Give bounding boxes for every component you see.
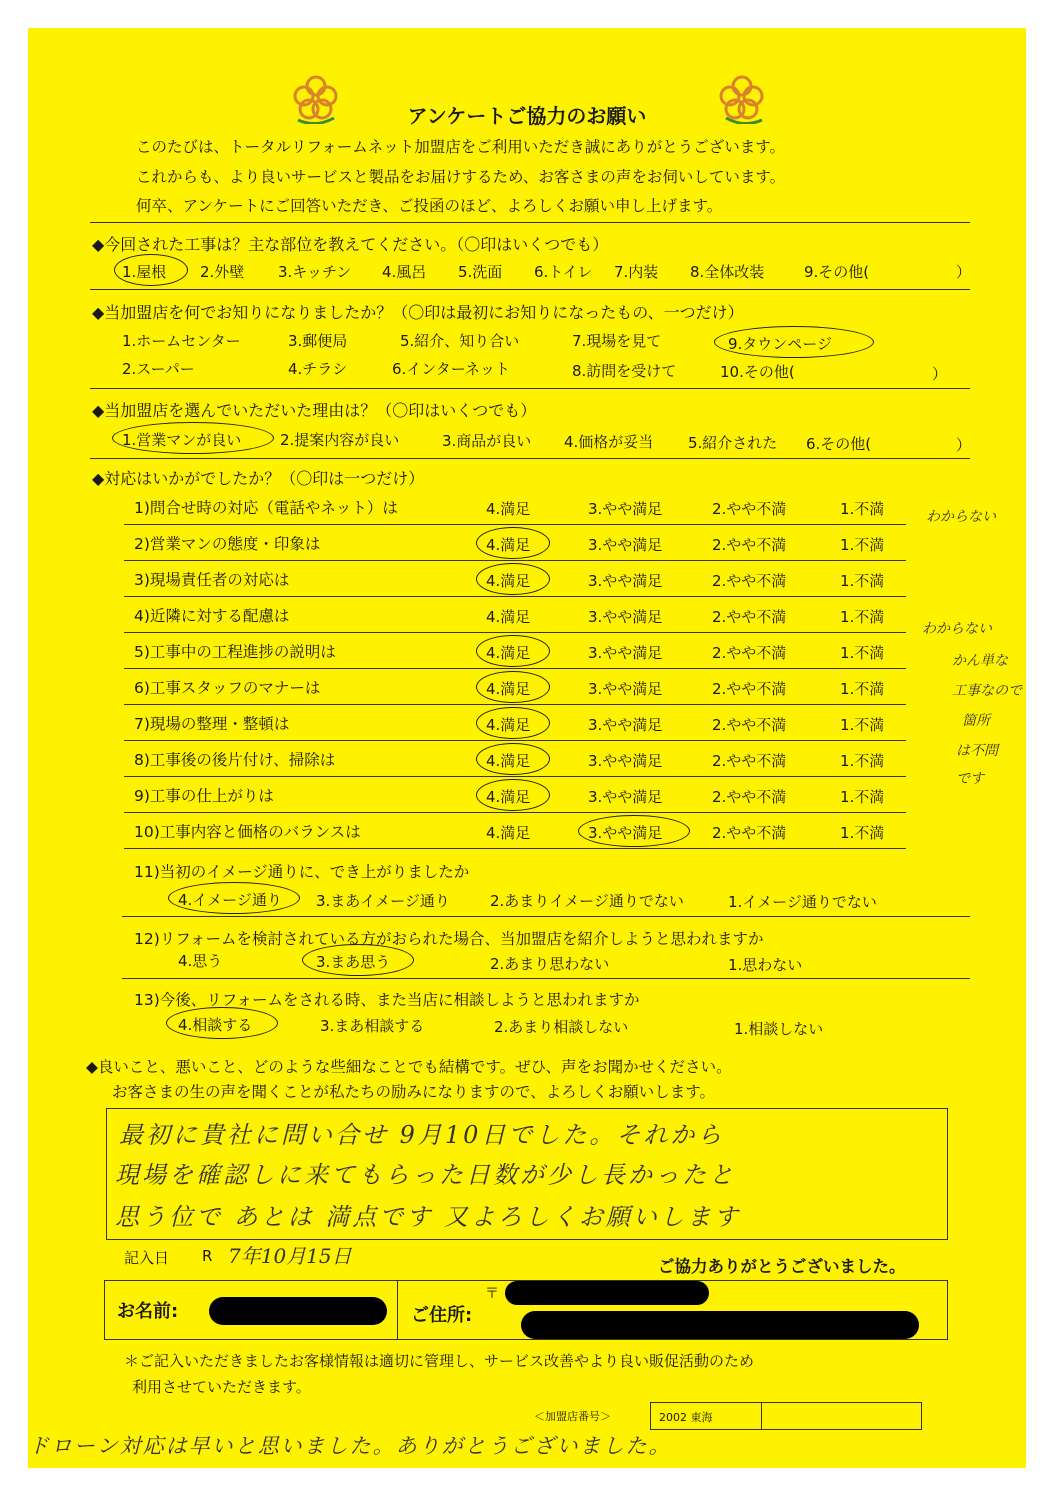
- q3-option[interactable]: 6.その他(: [806, 435, 872, 453]
- divider: [124, 812, 906, 813]
- question-12-label: 12)リフォームを検討されている方がおられた場合、当加盟店を紹介しようと思われますか: [134, 930, 764, 948]
- q3-option[interactable]: 1.営業マンが良い: [122, 431, 242, 449]
- address-label: ご住所:: [411, 1305, 473, 1326]
- divider: [90, 458, 970, 459]
- rating-option[interactable]: 2.やや不満: [712, 608, 787, 626]
- rating-option[interactable]: 1.不満: [840, 644, 885, 662]
- rating-option[interactable]: 1.不満: [840, 536, 885, 554]
- handwritten-note: 箇所: [962, 713, 990, 729]
- rating-option[interactable]: 4.満足: [486, 788, 531, 806]
- rating-question-3: 3)現場責任者の対応は: [134, 571, 290, 589]
- redacted-address: [521, 1311, 919, 1339]
- q1-option[interactable]: 8.全体改装: [690, 263, 765, 281]
- rating-question-4: 4)近隣に対する配慮は: [134, 607, 290, 625]
- rating-option[interactable]: 1.不満: [840, 716, 885, 734]
- redacted-postal-code: [505, 1281, 709, 1305]
- rating-option[interactable]: 4.満足: [486, 608, 531, 626]
- divider: [124, 596, 906, 597]
- q11-option[interactable]: 3.まあイメージ通り: [316, 892, 450, 910]
- divider: [122, 916, 970, 917]
- date-label: 記入日: [124, 1249, 170, 1267]
- rating-option[interactable]: 1.不満: [840, 608, 885, 626]
- q2-option[interactable]: 2.スーパー: [122, 360, 195, 378]
- rating-option[interactable]: 4.満足: [486, 500, 531, 518]
- rating-option[interactable]: 3.やや満足: [588, 500, 663, 518]
- answer-circle: [476, 707, 550, 739]
- handwritten-note: わからない: [922, 621, 992, 637]
- rating-option[interactable]: 3.やや満足: [588, 644, 663, 662]
- comments-label: ◆良いこと、悪いこと、どのような些細なことでも結構です。ぜひ、声をお聞かせください。: [86, 1058, 732, 1076]
- privacy-note: 利用させていただきます。: [132, 1378, 311, 1396]
- divider: [124, 560, 906, 561]
- answer-circle: [114, 254, 188, 286]
- question-3-label: ◆当加盟店を選んでいただいた理由は？（〇印はいくつでも）: [92, 401, 537, 420]
- answer-circle: [578, 815, 690, 847]
- rating-question-7: 7)現場の整理・整頓は: [134, 715, 290, 733]
- answer-circle: [476, 635, 550, 667]
- q11-option[interactable]: 1.イメージ通りでない: [728, 893, 877, 911]
- divider: [124, 740, 906, 741]
- handwritten-note: わからない: [926, 509, 996, 525]
- q3-option[interactable]: 3.商品が良い: [442, 432, 532, 450]
- answer-circle: [476, 743, 550, 775]
- divider: [124, 632, 906, 633]
- divider: [90, 289, 970, 290]
- q1-option[interactable]: 2.外壁: [200, 263, 245, 281]
- page-title: アンケートご協力のお願い: [407, 104, 647, 128]
- rating-option[interactable]: 4.満足: [486, 644, 531, 662]
- answer-circle: [302, 944, 414, 976]
- rating-option[interactable]: 2.やや不満: [712, 788, 787, 806]
- q1-option[interactable]: 1.屋根: [122, 263, 167, 281]
- rating-option[interactable]: 1.不満: [840, 752, 885, 770]
- divider: [124, 776, 906, 777]
- postal-mark: 〒: [485, 1286, 499, 1302]
- q1-option[interactable]: 9.その他(: [804, 263, 870, 281]
- comment-line: 現場を確認しに来てもらった日数が少し長かったと: [115, 1161, 736, 1189]
- question-4-label: ◆対応はいかがでしたか？（〇印は一つだけ）: [92, 469, 425, 488]
- divider: [90, 222, 970, 223]
- q11-option[interactable]: 2.あまりイメージ通りでない: [490, 892, 684, 910]
- q2-option[interactable]: 9.タウンページ: [728, 335, 833, 353]
- rating-option[interactable]: 2.やや不満: [712, 680, 787, 698]
- rating-question-2: 2)営業マンの態度・印象は: [134, 535, 321, 553]
- rating-option[interactable]: 2.やや不満: [712, 716, 787, 734]
- question-13-label: 13)今後、リフォームをされる時、また当店に相談しようと思われますか: [134, 991, 640, 1009]
- q3-option[interactable]: 4.価格が妥当: [564, 433, 654, 451]
- intro-line: 何卒、アンケートにご回答いただき、ご投函のほど、よろしくお願い申し上げます。: [136, 197, 723, 215]
- rating-option[interactable]: 2.やや不満: [712, 752, 787, 770]
- survey-sheet: [28, 28, 1026, 1468]
- rating-option[interactable]: 3.やや満足: [588, 752, 663, 770]
- rating-option[interactable]: 3.やや満足: [588, 716, 663, 734]
- divider: [122, 978, 970, 979]
- q1-option[interactable]: 4.風呂: [382, 263, 427, 281]
- q11-option[interactable]: 4.イメージ通り: [178, 891, 282, 909]
- q13-option[interactable]: 4.相談する: [178, 1016, 253, 1034]
- q2-option[interactable]: 10.その他(: [720, 363, 795, 381]
- answer-circle: [168, 882, 300, 914]
- answer-circle: [476, 527, 550, 559]
- q12-option[interactable]: 2.あまり思わない: [490, 955, 610, 973]
- handwritten-footer-note: ドローン対応は早いと思いました。ありがとうございました。: [28, 1434, 672, 1458]
- store-number: 2002 東海: [659, 1411, 713, 1424]
- thanks-text: ご協力ありがとうございました。: [658, 1257, 906, 1276]
- rating-option[interactable]: 1.不満: [840, 572, 885, 590]
- rating-option[interactable]: 2.やや不満: [712, 572, 787, 590]
- comment-line: 最初に貴社に問い合せ 9月10日でした。それから: [119, 1121, 725, 1149]
- privacy-note: ＊ご記入いただきましたお客様情報は適切に管理し、サービス改善やより良い販促活動のため: [124, 1352, 755, 1370]
- answer-circle: [476, 563, 550, 595]
- q12-option[interactable]: 3.まあ思う: [316, 953, 391, 971]
- rating-option[interactable]: 3.やや満足: [588, 788, 663, 806]
- intro-line: このたびは、トータルリフォームネット加盟店をご利用いただき誠にありがとうございます。: [136, 138, 785, 156]
- divider: [124, 848, 906, 849]
- divider: [124, 524, 906, 525]
- q2-option[interactable]: 4.チラシ: [288, 360, 348, 378]
- name-label: お名前:: [117, 1301, 179, 1322]
- store-number-label: ＜加盟店番号＞: [534, 1410, 611, 1423]
- q2-option[interactable]: 7.現場を見て: [572, 332, 662, 350]
- handwritten-note: です: [956, 771, 984, 787]
- answer-circle: [476, 671, 550, 703]
- rating-question-5: 5)工事中の工程進捗の説明は: [134, 643, 336, 661]
- rating-option[interactable]: 1.不満: [840, 500, 885, 518]
- handwritten-note: は不問: [956, 743, 998, 759]
- store-number-box: [650, 1402, 922, 1430]
- rating-option[interactable]: 2.やや不満: [712, 644, 787, 662]
- q3-option[interactable]: 5.紹介された: [688, 434, 778, 452]
- date-value: 7年10月15日: [228, 1244, 352, 1268]
- intro-line: これからも、より良いサービスと製品をお届けするため、お客さまの声をお伺いしています。: [136, 168, 786, 186]
- rating-option[interactable]: 4.満足: [486, 716, 531, 734]
- divider: [124, 704, 906, 705]
- q1-option[interactable]: 5.洗面: [458, 263, 503, 281]
- handwritten-note: かん単な: [952, 653, 1008, 669]
- comments-box[interactable]: [106, 1108, 948, 1240]
- rating-option[interactable]: 3.やや満足: [588, 572, 663, 590]
- rating-option[interactable]: 3.やや満足: [588, 680, 663, 698]
- q1-option[interactable]: 3.キッチン: [278, 263, 352, 281]
- q3-option: ）: [956, 436, 972, 454]
- q2-option[interactable]: 1.ホームセンター: [122, 332, 241, 350]
- date-era: R: [202, 1247, 213, 1265]
- q13-option[interactable]: 1.相談しない: [734, 1020, 824, 1038]
- rating-option[interactable]: 4.満足: [486, 572, 531, 590]
- handwritten-note: 工事なので: [952, 683, 1022, 699]
- comment-line: 思う位で あとは 満点です 又よろしくお願いします: [115, 1203, 741, 1231]
- rating-option[interactable]: 2.やや不満: [712, 536, 787, 554]
- q2-option[interactable]: 3.郵便局: [288, 332, 348, 350]
- q12-option[interactable]: 1.思わない: [728, 956, 803, 974]
- q2-option[interactable]: 8.訪問を受けて: [572, 362, 677, 380]
- rating-option[interactable]: 3.やや満足: [588, 824, 663, 842]
- q1-option: ）: [956, 263, 972, 281]
- q13-option[interactable]: 3.まあ相談する: [320, 1017, 425, 1035]
- rating-option[interactable]: 2.やや不満: [712, 824, 787, 842]
- answer-circle: [166, 1007, 278, 1039]
- rating-option[interactable]: 4.満足: [486, 824, 531, 842]
- question-11-label: 11)当初のイメージ通りに、でき上がりましたか: [134, 863, 470, 881]
- contact-box: [104, 1280, 948, 1340]
- rating-question-6: 6)工事スタッフのマナーは: [134, 679, 321, 697]
- rating-option[interactable]: 3.やや満足: [588, 536, 663, 554]
- q3-option[interactable]: 2.提案内容が良い: [280, 431, 400, 449]
- rating-option[interactable]: 1.不満: [840, 824, 885, 842]
- question-2-label: ◆当加盟店を何でお知りになりましたか？（〇印は最初にお知りになったもの、一つだけ）: [92, 303, 744, 322]
- rating-option[interactable]: 3.やや満足: [588, 608, 663, 626]
- q1-option[interactable]: 7.内装: [614, 263, 659, 281]
- comments-label: お客さまの生の声を聞くことが私たちの励みになりますので、よろしくお願いします。: [112, 1083, 715, 1101]
- q2-option[interactable]: 6.インターネット: [392, 360, 510, 378]
- divider: [761, 1403, 762, 1429]
- divider: [397, 1281, 398, 1339]
- rating-option[interactable]: 4.満足: [486, 680, 531, 698]
- rating-option[interactable]: 1.不満: [840, 788, 885, 806]
- rating-question-9: 9)工事の仕上がりは: [134, 787, 274, 805]
- rating-question-8: 8)工事後の後片付け、掃除は: [134, 751, 336, 769]
- question-1-label: ◆今回された工事は？主な部位を教えてください。（〇印はいくつでも）: [92, 235, 609, 254]
- q1-option[interactable]: 6.トイレ: [534, 263, 593, 281]
- q13-option[interactable]: 2.あまり相談しない: [494, 1018, 629, 1036]
- divider: [90, 388, 970, 389]
- rating-option[interactable]: 1.不満: [840, 680, 885, 698]
- q2-option[interactable]: 5.紹介、知り合い: [400, 332, 520, 350]
- q12-option[interactable]: 4.思う: [178, 952, 223, 970]
- q2-option: ）: [932, 365, 948, 383]
- rating-option[interactable]: 2.やや不満: [712, 500, 787, 518]
- rating-question-10: 10)工事内容と価格のバランスは: [134, 823, 361, 841]
- rating-question-1: 1)問合せ時の対応（電話やネット）は: [134, 499, 398, 517]
- answer-circle: [476, 779, 550, 811]
- redacted-name: [209, 1297, 387, 1325]
- answer-circle: [714, 326, 874, 358]
- divider: [124, 668, 906, 669]
- rating-option[interactable]: 4.満足: [486, 752, 531, 770]
- answer-circle: [112, 422, 274, 454]
- rating-option[interactable]: 4.満足: [486, 536, 531, 554]
